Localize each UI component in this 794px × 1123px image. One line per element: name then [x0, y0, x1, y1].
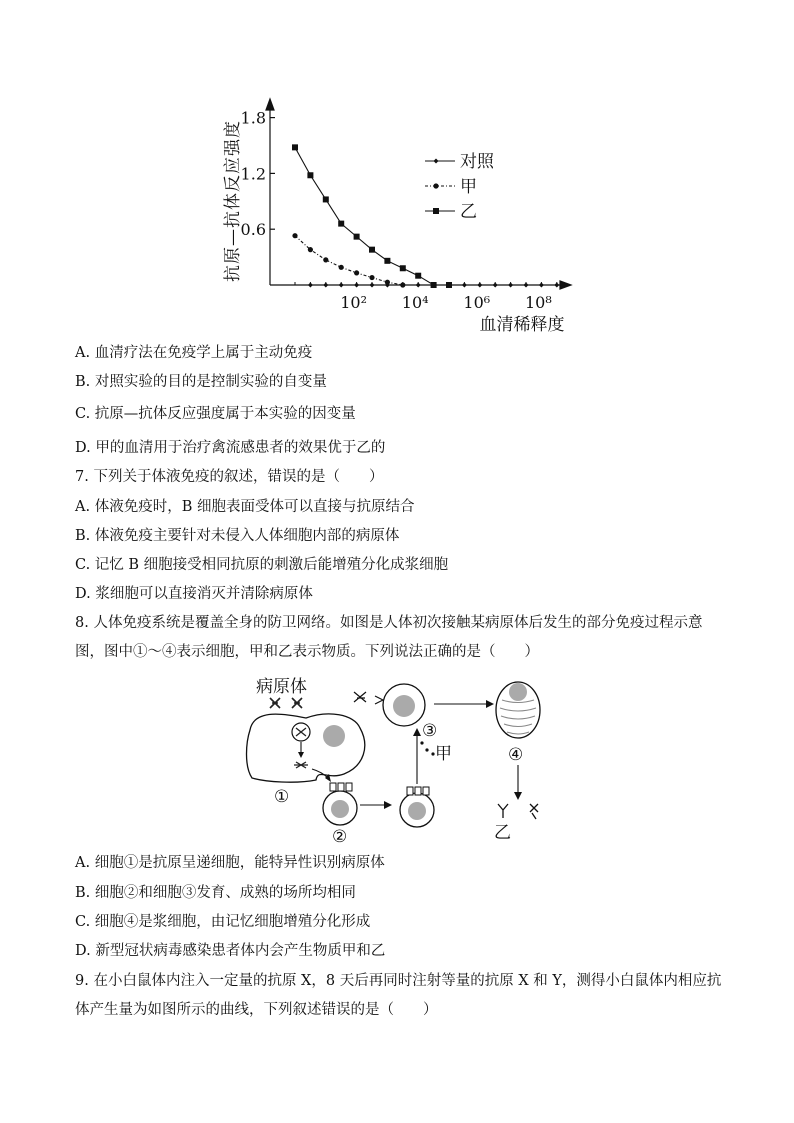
series-point [369, 275, 374, 280]
q7-option-c: C. 记忆 B 细胞接受相同抗原的刺激后能增殖分化成浆细胞 [75, 557, 449, 573]
x-ticks [295, 282, 557, 312]
series-point [339, 283, 344, 288]
legend [425, 152, 495, 222]
legend-label: 甲 [460, 177, 477, 197]
series-point [508, 283, 513, 288]
q9-stem: 9. 在小白鼠体内注入一定量的抗原 X，8 天后再同时注射等量的抗原 X 和 Y，测得小白鼠体内相应抗体产生量为如图所示的曲线，下列叙述错误的是（ ） [75, 973, 722, 1018]
pathogen-icon [270, 698, 302, 708]
cell-3-nucleus [393, 695, 415, 717]
activated-cell-receptors [407, 787, 429, 795]
y-axis-label-text: 抗原—抗体反应强度 [223, 120, 243, 282]
activated-cell-nucleus [408, 802, 426, 820]
immune-process-diagram [236, 670, 566, 845]
substance-jia-label: 甲 [435, 744, 452, 764]
series-point [354, 270, 359, 275]
series-group [292, 144, 559, 288]
cell-4-nucleus [509, 683, 527, 701]
series-point [308, 247, 313, 252]
series-point [323, 196, 329, 202]
series-point [369, 247, 375, 253]
series-point [431, 282, 437, 288]
series-point [416, 283, 421, 288]
cell-1-nucleus [323, 725, 345, 747]
cell-1-label: ① [274, 787, 290, 807]
q8-option-c: C. 细胞④是浆细胞，由记忆细胞增殖分化形成 [75, 914, 371, 930]
x-tick-label: 10⁸ [525, 293, 552, 312]
legend-marker [433, 183, 438, 188]
cell-2-receptors [330, 783, 352, 791]
series-point [524, 283, 529, 288]
substance-jia-dots [420, 741, 434, 755]
series-point [307, 172, 313, 178]
y-axis-arrow [266, 99, 274, 110]
legend-marker [433, 208, 439, 214]
y-tick-label: 1.2 [240, 164, 266, 184]
x-axis-arrow [560, 281, 571, 289]
q8-stem: 8. 人体免疫系统是覆盖全身的防卫网络。如图是人体初次接触某病原体后发生的部分免疫过程示意图，图中①～④表示细胞，甲和乙表示物质。下列说法正确的是（ ） [75, 615, 703, 660]
q8-option-d: D. 新型冠状病毒感染患者体内会产生物质甲和乙 [75, 943, 386, 959]
antibody-yi-icon [498, 804, 538, 819]
cell-2-label: ② [332, 827, 348, 845]
series-point [415, 273, 421, 279]
x-tick-label: 10² [340, 293, 367, 312]
series-point [323, 257, 328, 262]
q6-option-d: D. 甲的血清用于治疗禽流感患者的效果优于乙的 [75, 440, 386, 456]
series-point [339, 265, 344, 270]
series-point [292, 233, 297, 238]
series-point [446, 282, 452, 288]
q6-option-b: B. 对照实验的目的是控制实验的自变量 [75, 374, 327, 390]
q7-stem: 7. 下列关于体液免疫的叙述，错误的是（ ） [75, 469, 384, 485]
series-point [308, 283, 313, 288]
x-tick-label: 10⁴ [401, 293, 429, 312]
legend-label: 乙 [460, 202, 477, 222]
q6-option-c: C. 抗原—抗体反应强度属于本实验的因变量 [75, 406, 356, 422]
series-point [462, 283, 467, 288]
series-point [385, 280, 390, 285]
cell-3-label: ③ [422, 721, 438, 741]
series-point [323, 283, 328, 288]
cell-3-receptor-antigen [354, 692, 383, 704]
series-point [400, 282, 405, 287]
series-point [384, 258, 390, 264]
cell-2-nucleus [331, 800, 349, 818]
q8-option-a: A. 细胞①是抗原呈递细胞，能特异性识别病原体 [75, 855, 385, 871]
q7-option-a: A. 体液免疫时，B 细胞表面受体可以直接与抗原结合 [75, 499, 415, 515]
legend-label: 对照 [460, 152, 494, 172]
series-point [354, 283, 359, 288]
series-point [554, 283, 559, 288]
series-point [370, 283, 375, 288]
y-tick-label: 1.8 [240, 108, 266, 128]
series-point [493, 283, 498, 288]
pathogen-label: 病原体 [256, 677, 307, 697]
series-point [539, 283, 544, 288]
x-tick-label: 10⁶ [463, 293, 491, 312]
series-point [400, 265, 406, 271]
series-point [477, 283, 482, 288]
series-point [338, 221, 344, 227]
q7-option-d: D. 浆细胞可以直接消灭并清除病原体 [75, 586, 313, 602]
y-axis-label [223, 120, 243, 282]
series-point [354, 234, 360, 240]
antibody-reaction-chart [210, 96, 590, 341]
x-axis-label: 血清稀释度 [479, 315, 565, 335]
series-point [292, 144, 298, 150]
substance-yi-label: 乙 [494, 823, 511, 843]
legend-marker [434, 159, 439, 164]
axes [266, 99, 571, 289]
q6-option-a: A. 血清疗法在免疫学上属于主动免疫 [75, 345, 313, 361]
series-2 [292, 144, 452, 288]
q7-option-b: B. 体液免疫主要针对未侵入人体细胞内部的病原体 [75, 528, 400, 544]
series-line [295, 147, 449, 285]
cell-4-label: ④ [508, 745, 524, 765]
y-tick-label: 0.6 [240, 220, 266, 240]
q8-option-b: B. 细胞②和细胞③发育、成熟的场所均相同 [75, 885, 356, 901]
